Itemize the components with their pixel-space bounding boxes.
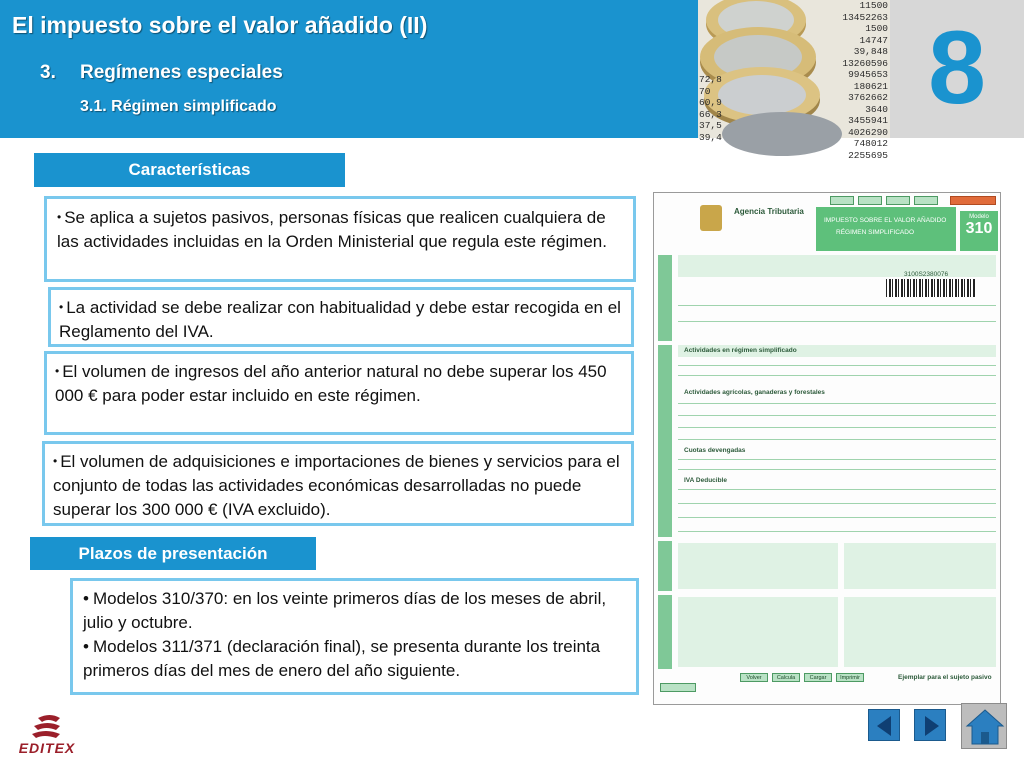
plazos-box — [70, 578, 639, 695]
caracteristica-text: El volumen de ingresos del año anterior natural no debe superar los 450 000 € para poder estar incluido en este régimen. — [55, 362, 607, 405]
chapter-badge — [890, 0, 1024, 138]
editex-logo-text: EDITEX — [18, 740, 76, 756]
form-line — [678, 439, 996, 440]
form-side-stripe — [658, 255, 672, 341]
form-bottom-tab: Imprimir — [836, 673, 864, 682]
slide-header — [0, 0, 1024, 161]
form-tab — [950, 196, 996, 205]
previous-slide-button[interactable] — [868, 709, 900, 741]
form-side-stripe — [658, 541, 672, 591]
form-line — [678, 531, 996, 532]
coin-digit-line: 4026290 — [848, 126, 888, 138]
form-tab — [914, 196, 938, 205]
coin-digit-line: 2255695 — [848, 149, 888, 161]
form-barcode — [886, 279, 976, 297]
coin-digit-line: 72,8 — [699, 74, 722, 85]
form-line — [678, 305, 996, 306]
chapter-number: 8 — [928, 10, 986, 126]
arrow-left-icon — [869, 710, 901, 742]
coin-digit-line: 1500 — [865, 23, 888, 34]
plazo-text: Modelos 311/371 (declaración final), se presenta durante los treinta primeros días del mes de enero del año siguiente. — [83, 637, 601, 680]
caracteristica-item — [44, 351, 634, 435]
next-slide-button[interactable] — [914, 709, 946, 741]
form-line — [678, 503, 996, 504]
form-tab — [858, 196, 882, 205]
form-line — [678, 321, 996, 322]
subsection-heading: 3.1. Régimen simplificado — [80, 98, 277, 115]
coin-digit-line: 3640 — [865, 103, 888, 115]
form-crest-icon — [700, 205, 722, 231]
form-tab — [886, 196, 910, 205]
coin-digit-line: 180621 — [853, 80, 888, 92]
form-section-title: Actividades agrícolas, ganaderas y forestales — [684, 389, 825, 396]
form-line — [678, 403, 996, 404]
form-row — [844, 543, 996, 589]
form-bottom-tab: Cargar — [804, 673, 832, 682]
caracteristica-text: La actividad se debe realizar con habitualidad y debe estar recogida en el Reglamento del IVA. — [59, 298, 621, 341]
form-title-line: RÉGIMEN SIMPLIFICADO — [836, 229, 915, 236]
arrow-right-icon — [915, 710, 947, 742]
slide-title: El impuesto sobre el valor añadido (II) — [12, 12, 428, 38]
bullet-icon: • — [55, 364, 60, 378]
form-section-title: Cuotas devengadas — [684, 447, 746, 454]
plazo-item — [83, 635, 626, 683]
editex-logo-icon — [30, 714, 64, 740]
bullet-icon: • — [83, 637, 89, 656]
form-line — [678, 415, 996, 416]
coin-digit-line: 3762662 — [848, 92, 888, 103]
form-line — [678, 489, 996, 490]
coin-digit-line: 13260596 — [842, 57, 888, 69]
caracteristica-text: Se aplica a sujetos pasivos, personas físicas que realicen cualquiera de las actividades incluidas en la Orden Ministerial que regula este régimen. — [57, 208, 607, 251]
form-title-block — [816, 207, 956, 251]
form-row — [678, 543, 838, 589]
form-row — [678, 255, 996, 277]
form-tab — [660, 683, 696, 692]
form-row — [844, 597, 996, 667]
plazos-label: Plazos de presentación — [30, 537, 316, 570]
coin-digit-line: 13452263 — [842, 11, 888, 23]
form-line — [678, 365, 996, 366]
coin-digit-line: 9945653 — [848, 69, 888, 80]
coin-digits-left — [699, 74, 723, 143]
form-modelo-number: 310 — [965, 220, 993, 237]
editex-logo — [12, 714, 82, 760]
form-line — [678, 459, 996, 460]
bullet-icon: • — [83, 589, 89, 608]
caracteristicas-label: Características — [34, 153, 345, 187]
form-tab — [830, 196, 854, 205]
caracteristica-item — [42, 441, 634, 526]
coin-digit-line: 37,5 — [699, 120, 722, 131]
home-button[interactable] — [961, 703, 1007, 749]
form-footer-text: Ejemplar para el sujeto pasivo — [898, 674, 992, 681]
form-line — [678, 427, 996, 428]
form-side-stripe — [658, 595, 672, 669]
coin-digit-line: 60,9 — [699, 97, 722, 108]
form-line — [678, 469, 996, 470]
form-modelo-box — [960, 211, 998, 251]
form-bottom-tab: Calcula — [772, 673, 800, 682]
form-side-stripe — [658, 345, 672, 537]
form-line — [678, 375, 996, 376]
coin-digit-line: 39,4 — [699, 131, 722, 143]
coin-digit-line: 70 — [699, 85, 711, 97]
coin-digit-line: 3455941 — [848, 115, 888, 126]
form-section-title: Actividades en régimen simplificado — [684, 347, 797, 354]
plazo-item — [83, 587, 626, 635]
form-title-line: IMPUESTO SOBRE EL VALOR AÑADIDO — [824, 217, 947, 224]
coin-digit-line: 14747 — [859, 34, 888, 46]
caracteristica-item — [48, 287, 634, 347]
form-line — [678, 517, 996, 518]
coin-digits — [840, 0, 888, 161]
section-title: Regímenes especiales — [80, 62, 283, 83]
bullet-icon: • — [57, 210, 62, 224]
form-row — [678, 597, 838, 667]
plazo-text: Modelos 310/370: en los veinte primeros días de los meses de abril, julio y octubre. — [83, 589, 607, 632]
bullet-icon: • — [53, 454, 58, 468]
bullet-icon: • — [59, 300, 64, 314]
coin-digit-line: 66,3 — [699, 108, 722, 120]
caracteristica-text: El volumen de adquisiciones e importaciones de bienes y servicios para el conjunto de todas las actividades económicas desarrolladas no puede superar los 300 000 € (IVA excluido). — [53, 452, 620, 519]
section-heading — [40, 62, 283, 84]
modelo-310-form-image — [653, 192, 1001, 705]
section-number: 3. — [40, 62, 56, 83]
form-barcode-number: 3100S2380076 — [904, 271, 949, 278]
form-section-title: IVA Deducible — [684, 477, 727, 484]
home-icon — [962, 704, 1008, 750]
coin-digit-line: 11500 — [859, 0, 888, 11]
form-modelo-label: Modelo — [969, 214, 989, 220]
coins-photo — [698, 0, 890, 161]
coin-digit-line: 748012 — [853, 138, 888, 149]
form-bottom-tab: Volver — [740, 673, 768, 682]
caracteristica-item — [44, 196, 636, 282]
coin-digit-line: 39,848 — [853, 46, 888, 57]
form-agency: Agencia Tributaria — [734, 207, 804, 216]
